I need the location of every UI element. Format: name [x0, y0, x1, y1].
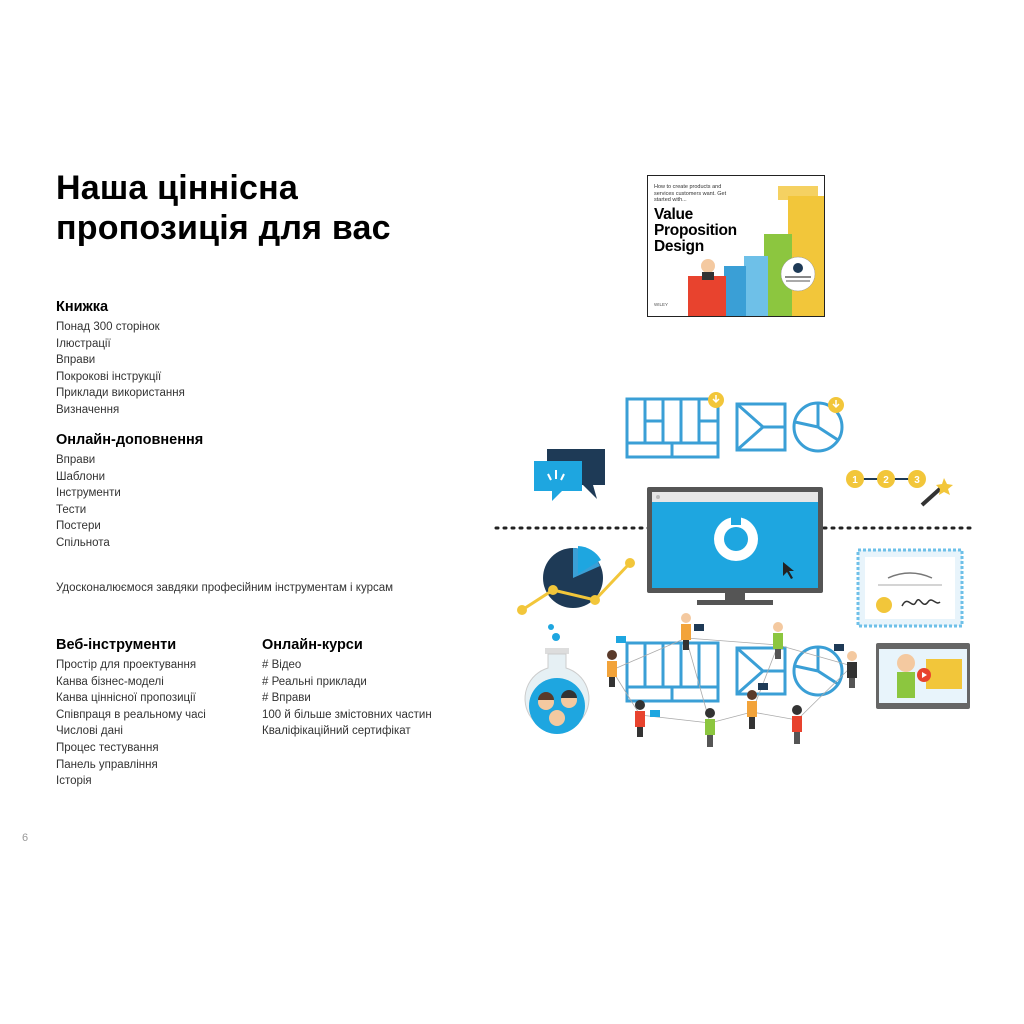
online-courses-section	[262, 636, 432, 740]
online-courses-list	[262, 657, 432, 740]
list-item: # Відео	[262, 659, 302, 671]
book-cover	[647, 175, 825, 317]
list-item: Визначення	[56, 403, 120, 416]
list-item: Канва бізнес-моделі	[56, 675, 164, 688]
steps-icon	[846, 470, 926, 488]
book-cover-title-line: Proposition	[654, 222, 737, 239]
step-label: 3	[914, 475, 920, 486]
step-label: 1	[852, 475, 858, 486]
list-item: Панель управління	[56, 758, 158, 771]
flask-icon	[525, 624, 589, 734]
list-item: Числові дані	[56, 725, 123, 738]
online-tools-illustration	[490, 390, 990, 770]
list-item: # Вправи	[262, 692, 311, 705]
list-item: Вправи	[56, 454, 96, 466]
list-item: Інструменти	[56, 487, 121, 500]
web-tools-list	[56, 657, 206, 790]
book-cover-publisher: WILEY	[654, 302, 669, 307]
web-tools-section	[56, 636, 206, 790]
value-map-icon	[737, 404, 785, 450]
list-item: 100 й більше змістовних частин	[262, 708, 432, 721]
book-cover-title-line: Value	[654, 206, 693, 223]
list-item: Вправи	[56, 354, 96, 367]
book-cover-title	[654, 207, 737, 255]
online-supplement-heading: Онлайн-доповнення	[56, 432, 204, 448]
certificate-icon	[858, 550, 962, 626]
list-item: Приклади використання	[56, 387, 185, 400]
collaboration-canvas-icon	[627, 643, 842, 701]
monitor-icon	[647, 487, 823, 605]
list-item: Понад 300 сторінок	[56, 321, 160, 333]
step-label: 2	[883, 475, 889, 486]
online-supplement-list	[56, 452, 203, 552]
business-model-canvas-icon	[627, 399, 718, 457]
book-cover-title-line: Design	[654, 238, 704, 255]
book-heading: Книжка	[56, 299, 109, 315]
page-title: Наша ціннісна пропозиція для вас	[56, 169, 391, 247]
video-lesson-icon	[876, 643, 970, 709]
online-supplement-section	[56, 431, 203, 552]
list-item: Покрокові інструкції	[56, 370, 162, 383]
magic-wand-icon	[922, 478, 953, 505]
book-list	[56, 319, 185, 419]
list-item: Простір для проектування	[56, 659, 197, 671]
connection-lines	[612, 638, 852, 723]
list-item: Тести	[56, 503, 87, 516]
online-courses-heading: Онлайн-курси	[262, 637, 363, 653]
book-section	[56, 298, 185, 419]
list-item: Шаблони	[56, 470, 106, 483]
list-item: Історія	[56, 775, 92, 788]
list-item: Ілюстрації	[56, 337, 111, 350]
list-item: Канва ціннісної пропозиції	[56, 692, 196, 705]
improve-text: Удосконалюємося завдяки професійним інструментам і курсам	[56, 582, 394, 594]
list-item: Спільнота	[56, 536, 110, 549]
list-item: Процес тестування	[56, 741, 159, 754]
list-item: # Реальні приклади	[262, 675, 367, 688]
web-tools-heading: Веб-інструменти	[56, 637, 177, 653]
list-item: Співпраця в реальному часі	[56, 708, 206, 721]
page-number: 6	[22, 832, 29, 844]
book-cover-tagline: How to create products and services customers want. Get started with...	[654, 184, 727, 203]
chat-icon	[534, 449, 605, 501]
list-item: Постери	[56, 520, 101, 533]
list-item: Кваліфікаційний сертифікат	[262, 725, 411, 738]
